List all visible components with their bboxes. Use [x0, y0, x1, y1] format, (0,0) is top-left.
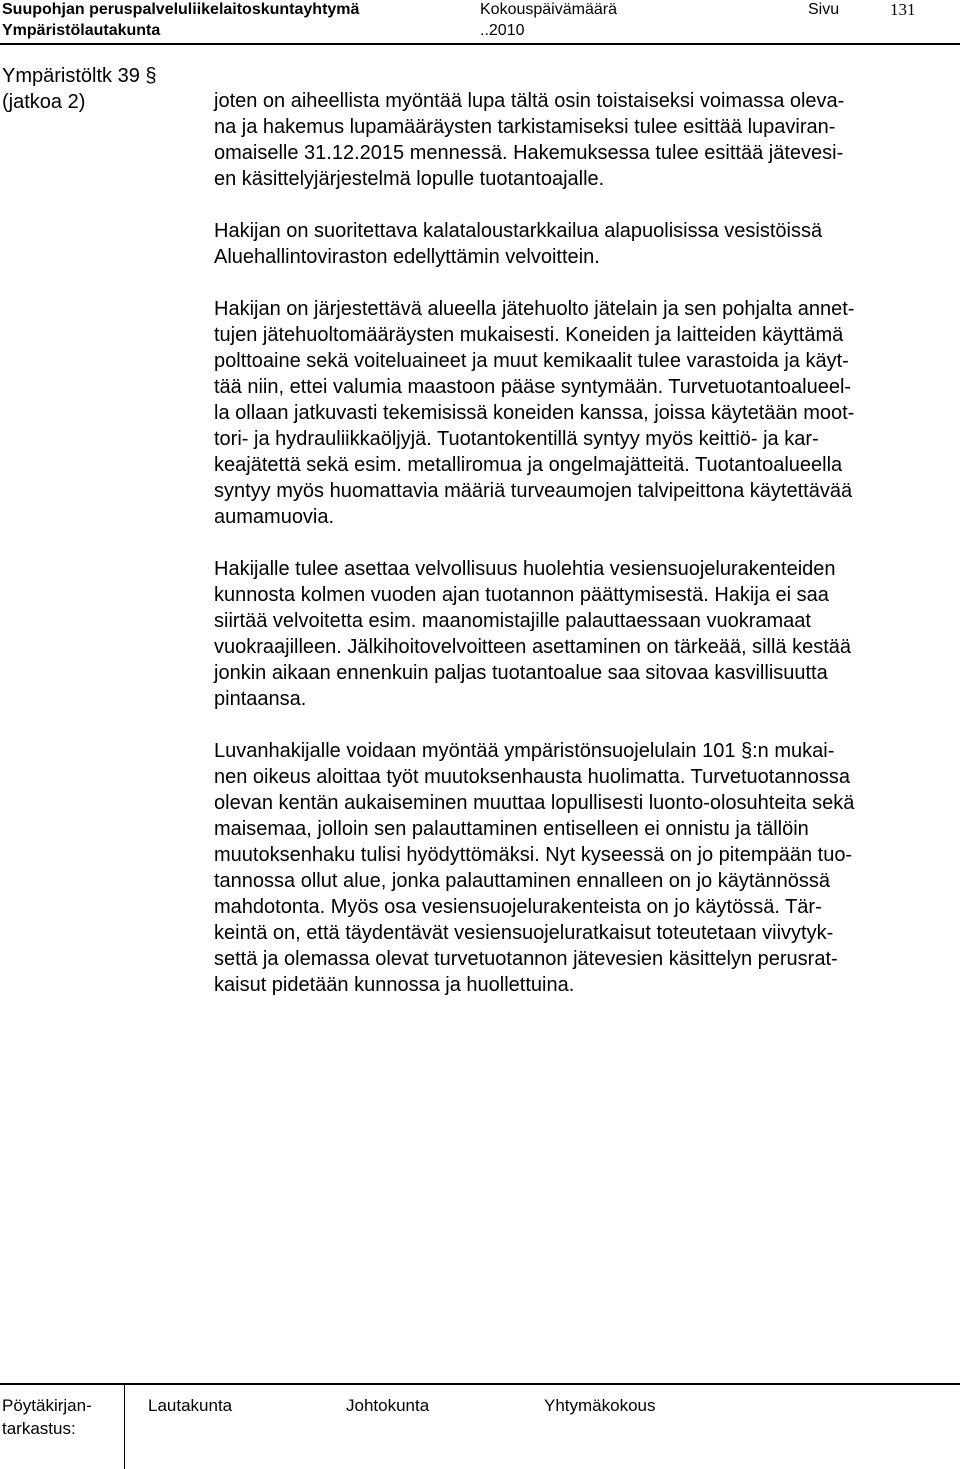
text-line: Hakijalle tulee asettaa velvollisuus huolehtia vesiensuojelurakenteiden — [214, 558, 836, 580]
meeting-date-value: ..2010 — [480, 22, 525, 39]
text-line: na ja hakemus lupamääräysten tarkistamiseksi tulee esittää lupaviran- — [214, 116, 836, 138]
text-line: tää niin, ettei valumia maastoon pääse syntymään. Turvetuotantoalueel- — [214, 376, 852, 398]
paragraph-permit-validity — [214, 88, 940, 192]
page-number: 131 — [890, 0, 916, 19]
text-line: vuokraajilleen. Jälkihoitovelvoitteen asettaminen on tärkeää, sillä kestää — [214, 636, 852, 658]
text-line: Hakijan on suoritettava kalataloustarkkailua alapuolisissa vesistöissä — [214, 220, 823, 242]
text-line: syntyy myös huomattavia määriä turveaumojen talvipeittona käytettävää — [214, 480, 853, 502]
section-continued: (jatkoa 2) — [2, 91, 86, 113]
text-line: tannossa ollut alue, jonka palauttaminen ennalleen on jo käytännössä — [214, 870, 830, 892]
text-line: Aluehallintoviraston edellyttämin velvoittein. — [214, 246, 600, 268]
text-line: mahdotonta. Myös osa vesiensuojelurakenteista on jo käytössä. Tär- — [214, 896, 822, 918]
text-line: omaiselle 31.12.2015 mennessä. Hakemuksessa tulee esittää jätevesi- — [214, 142, 844, 164]
text-line: kunnosta kolmen vuoden ajan tuotannon päättymisestä. Hakija ei saa — [214, 584, 829, 606]
organization-name: Suupohjan peruspalveluliikelaitoskuntayhtymä — [2, 1, 360, 18]
text-line: settä ja olemassa olevat turvetuotannon jätevesien käsittelyn perusrat- — [214, 948, 838, 970]
text-line: en käsittelyjärjestelmä lopulle tuotantoajalle. — [214, 168, 605, 190]
text-line: siirtää velvoitetta esim. maanomistajille palauttaessaan vuokramaat — [214, 610, 811, 632]
footer-minutes-check-label-cont: tarkastus: — [2, 1419, 76, 1438]
meeting-date-label: Kokouspäivämäärä — [480, 1, 617, 18]
text-line: tujen jätehuoltomääräysten mukaisesti. Koneiden ja laitteiden käyttämä — [214, 324, 844, 346]
text-line: muutoksenhaku tulisi hyödyttömäksi. Nyt kyseessä on jo pitempään tuo- — [214, 844, 853, 866]
paragraph-start-of-work — [214, 738, 940, 998]
text-line: pintaansa. — [214, 688, 307, 710]
paragraph-aftercare-obligation — [214, 556, 940, 712]
text-line: polttoaine sekä voiteluaineet ja muut kemikaalit tulee varastoida ja käyt- — [214, 350, 849, 372]
text-line: Luvanhakijalle voidaan myöntää ympäristönsuojelulain 101 §:n mukai- — [214, 740, 835, 762]
footer-board-label: Lautakunta — [148, 1396, 233, 1415]
footer-assembly-label: Yhtymäkokous — [544, 1396, 656, 1415]
text-line: maisemaa, jolloin sen palauttaminen entiselleen ei onnistu ja tällöin — [214, 818, 809, 840]
footer-divider — [0, 1383, 960, 1385]
text-line: kaisut pidetään kunnossa ja huollettuina. — [214, 974, 575, 996]
text-line: Hakijan on järjestettävä alueella jätehuolto jätelain ja sen pohjalta annet- — [214, 298, 855, 320]
section-title: Ympäristöltk 39 § — [2, 65, 157, 87]
footer-minutes-check-label: Pöytäkirjan- — [2, 1396, 92, 1415]
paragraph-waste-management — [214, 296, 940, 530]
paragraph-fish-monitoring — [214, 218, 940, 270]
text-line: keajätettä sekä esim. metalliromua ja ongelmajätteitä. Tuotantoalueella — [214, 454, 843, 476]
text-line: nen oikeus aloittaa työt muutoksenhausta huolimatta. Turvetuotannossa — [214, 766, 850, 788]
text-line: la ollaan jatkuvasti tekemisissä koneiden kanssa, joissa käytetään moot- — [214, 402, 855, 424]
header-divider — [0, 43, 960, 45]
text-line: olevan kentän aukaiseminen muuttaa lopullisesti luonto-olosuhteita sekä — [214, 792, 855, 814]
page-label: Sivu — [808, 1, 840, 18]
text-line: keintä on, että täydentävät vesiensuojeluratkaisut toteutetaan viivytyk- — [214, 922, 834, 944]
text-line: aumamuovia. — [214, 506, 335, 528]
body-text — [214, 88, 940, 1024]
text-line: tori- ja hydrauliikkaöljyjä. Tuotantokentillä syntyy myös keittiö- ja kar- — [214, 428, 819, 450]
footer-column-separator — [124, 1385, 125, 1469]
text-line: jonkin aikaan ennenkuin paljas tuotantoalue saa sitovaa kasvillisuutta — [214, 662, 828, 684]
text-line: joten on aiheellista myöntää lupa tältä osin toistaiseksi voimassa oleva- — [214, 90, 845, 112]
footer-executive-label: Johtokunta — [346, 1396, 430, 1415]
committee-name: Ympäristölautakunta — [2, 22, 161, 39]
